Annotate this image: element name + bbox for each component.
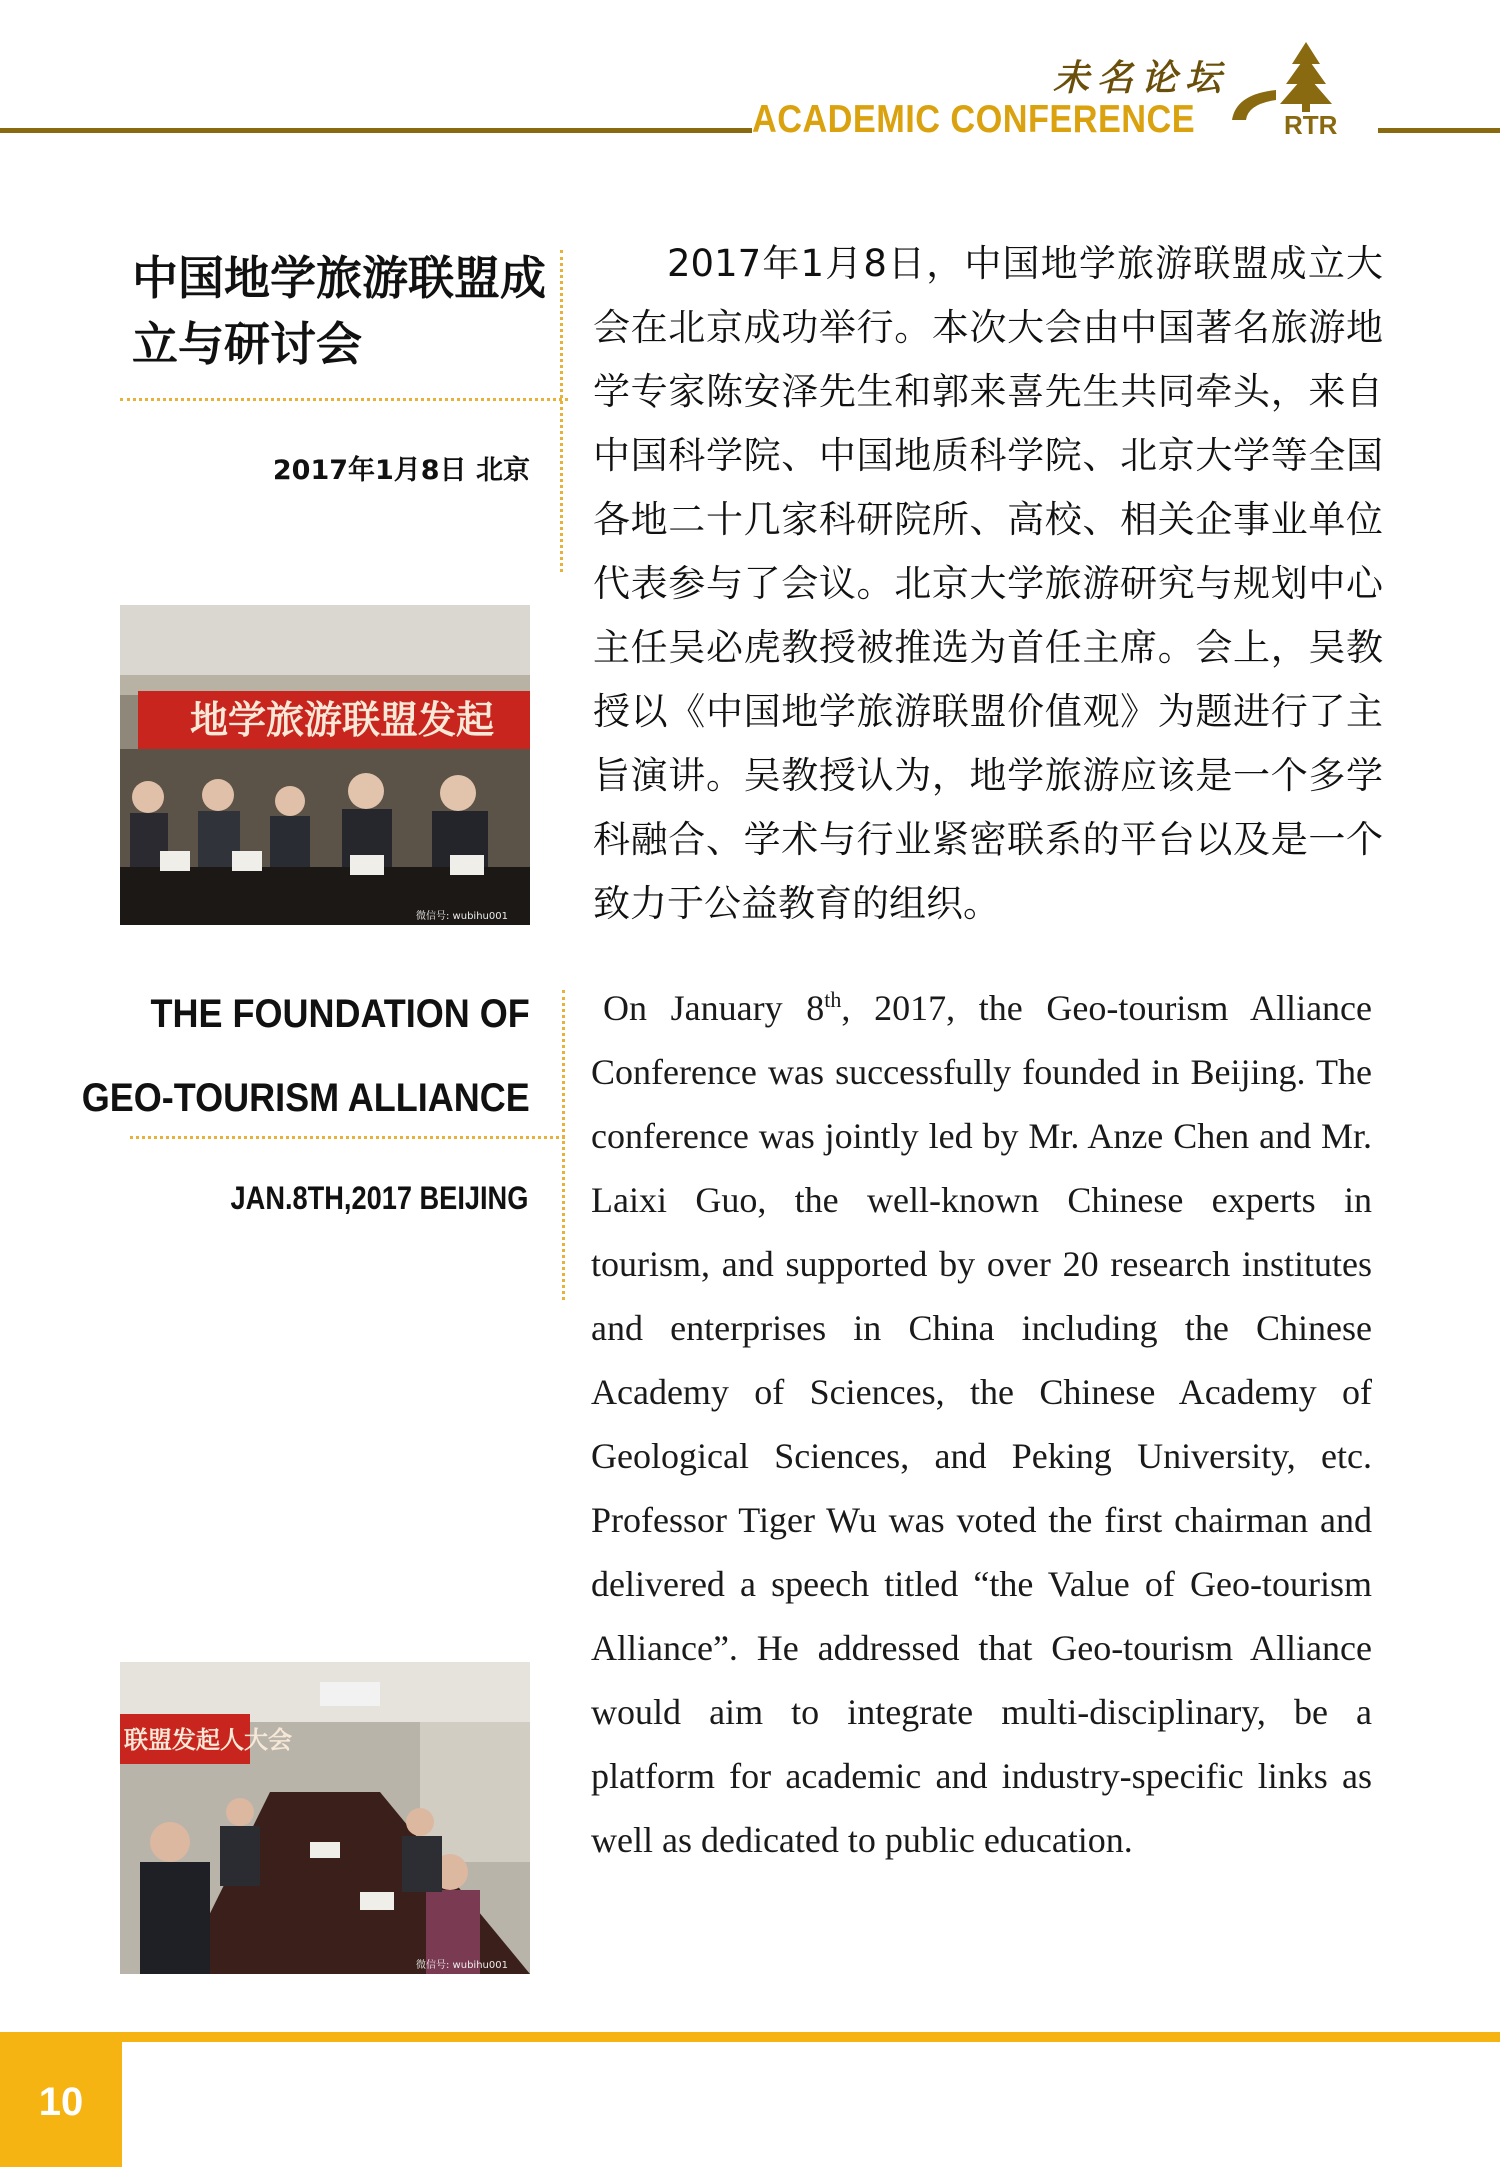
header-rule-right: [1378, 128, 1500, 133]
rtr-logo: [1228, 38, 1368, 138]
divider-dotted-2: [130, 1136, 565, 1139]
svg-text:RTR: RTR: [1284, 110, 1338, 138]
photo-meeting-2: [120, 1662, 530, 1974]
divider-dotted-vertical-2: [562, 990, 565, 1300]
divider-dotted-1: [120, 398, 568, 401]
article-title-en-line1: THE FOUNDATION OF: [150, 992, 530, 1036]
article-title-en: [82, 972, 530, 1140]
svg-text:联盟发起人大会: 联盟发起人大会: [124, 1726, 292, 1754]
article-body-en-intro: On January 8: [603, 988, 825, 1028]
svg-text:微信号: wubihu001: 微信号: wubihu001: [416, 1960, 508, 1971]
divider-dotted-vertical-1: [560, 250, 563, 572]
svg-text:微信号: wubihu001: 微信号: wubihu001: [416, 911, 508, 922]
header-rule-left: [0, 128, 752, 133]
page-number: 10: [38, 2080, 84, 2124]
footer-rule: [0, 2032, 1500, 2042]
article-body-cn: [593, 232, 1383, 936]
article-body-cn-paragraph: 2017年1月8日，中国地学旅游联盟成立大会在北京成功举行。本次大会由中国著名旅游地学专家陈安泽先生和郭来喜先生共同牵头，来自中国科学院、中国地质科学院、北京大学等全国各地二十几家科研院所、高校、相关企事业单位代表参与了会议。北京大学旅游研究与规划中心主任吴必虎教授被推选为首任主席。会上，吴教授以《中国地学旅游联盟价值观》为题进行了主旨演讲。吴教授认为，地学旅游应该是一个多学科融合、学术与行业紧密联系的平台以及是一个致力于公益教育的组织。: [593, 242, 1383, 925]
svg-text:地学旅游联盟发起: 地学旅游联盟发起: [190, 698, 495, 742]
article-body-en-rest: , 2017, the Geo-tourism Alliance Conference was successfully founded in Beijing. The conference was jointly led by Mr. Anze Chen and Mr. Laixi Guo, the well-known Chinese experts in tourism, and supported by over 20 research institutes and enterprises in China including the Chinese Academy of Sciences, the Chinese Academy of Geological Sciences, and Peking University, etc. Professor Tiger Wu was voted the first chairman and delivered a speech titled “the Value of Geo-tourism Alliance”. He addressed that Geo-tourism Alliance would aim to integrate multi-disciplinary, be a platform for academic and industry-specific links as well as dedicated to public education.: [591, 988, 1373, 1860]
header-title-en: ACADEMIC CONFERENCE: [752, 98, 1196, 141]
article-title-cn: 中国地学旅游联盟成立与研讨会: [132, 251, 546, 371]
article-body-en: [591, 968, 1372, 1872]
article-title-en-line2: GEO-TOURISM ALLIANCE: [81, 1076, 530, 1120]
article-body-en-sup: th: [824, 987, 842, 1012]
header-title-cn: 未名论坛: [1053, 57, 1230, 99]
photo-meeting-1: [120, 605, 530, 925]
date-location-cn: 2017年1月8日 北京: [272, 455, 530, 486]
article-body-en-paragraph: [591, 968, 1372, 1872]
date-location-en: JAN.8TH,2017 BEIJING: [230, 1180, 528, 1216]
